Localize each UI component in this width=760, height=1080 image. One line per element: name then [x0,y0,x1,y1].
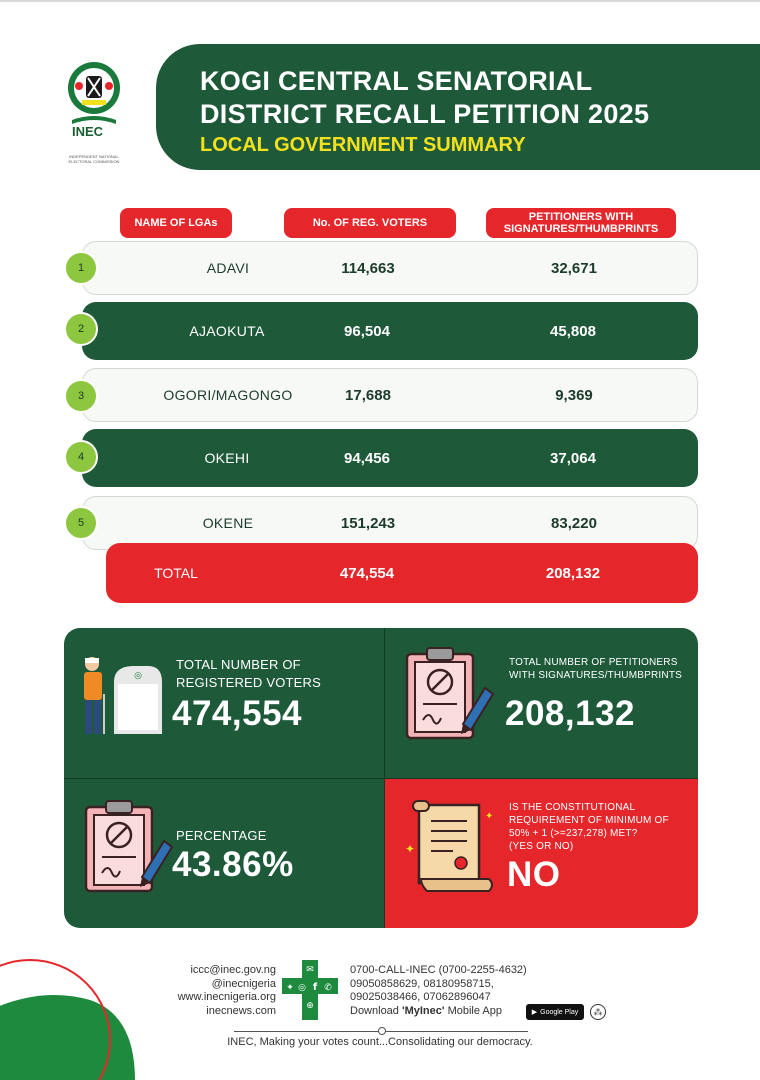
title-line-1: KOGI CENTRAL SENATORIAL [200,66,593,96]
lga-name: OKEHI [204,450,250,466]
play-icon: ▶ [531,1009,538,1016]
footer-phones-2: 09025038466, 07062896047 [350,991,491,1003]
svg-text:✦: ✦ [405,842,416,856]
table-row [82,302,698,360]
table-row [82,496,698,550]
summary-panel [64,628,698,928]
lga-name: ADAVI [206,260,250,276]
total-voters-value: 474,554 [339,564,395,582]
row-number-badge: 5 [64,506,98,540]
table-row [82,429,698,487]
registered-voters-value: 474,554 [172,694,303,733]
coat-of-arms-icon [58,58,130,128]
footer-news[interactable]: inecnews.com [206,1004,276,1017]
petitioners-value: 83,220 [551,514,597,532]
footer-handle[interactable]: @inecnigeria [211,977,276,990]
total-petitioners-value: 208,132 [545,564,601,582]
column-header-petitioners: PETITIONERS WITH SIGNATURES/THUMBPRINTS [486,208,676,238]
logo-subtext: INDEPENDENT NATIONAL ELECTORAL COMMISSION [68,154,120,164]
footer-phones-1: 09050858629, 08180958715, [350,977,494,990]
registered-voters-label-2: REGISTERED VOTERS [176,675,321,690]
petitioners-value: 37,064 [550,449,596,467]
reg-voters-value: 114,663 [341,259,395,277]
row-number-badge: 1 [64,251,98,285]
reg-voters-value: 94,456 [344,449,390,467]
footer-website[interactable]: www.inecnigeria.org [177,991,276,1003]
panel-divider-vertical [384,628,385,928]
requirement-label-2: REQUIREMENT OF MINIMUM OF [509,815,669,826]
petitioners-label-1: TOTAL NUMBER OF PETITIONERS [509,657,678,668]
title-line-2: DISTRICT RECALL PETITION 2025 [200,99,650,129]
svg-text:f: f [312,982,318,993]
column-header-lga: NAME OF LGAs [120,208,232,238]
reg-voters-value: 17,688 [345,386,391,404]
blackberry-icon[interactable]: ⁂ [590,1004,606,1020]
logo-text: INEC [72,124,104,139]
reg-voters-value: 96,504 [344,322,390,340]
lga-name: OKENE [202,515,254,531]
table-row [82,368,698,422]
google-play-label: Google Play [540,1008,579,1016]
footer-divider-dot [378,1027,386,1035]
percentage-value: 43.86% [172,845,294,884]
footer-hotline[interactable]: 0700-CALL-INEC (0700-2255-4632) [350,964,527,976]
svg-text:◎: ◎ [298,983,306,993]
petitioners-label-2: WITH SIGNATURES/THUMBPRINTS [509,670,682,681]
subtitle: LOCAL GOVERNMENT SUMMARY [200,134,526,156]
footer-contacts [140,964,276,1018]
svg-text:✦: ✦ [485,811,494,822]
total-row [106,543,698,603]
registered-voters-label-1: TOTAL NUMBER OF [176,657,301,672]
lga-name: OGORI/MAGONGO [163,387,293,403]
voter-ballot-box-icon [78,654,168,740]
top-border [0,0,760,2]
requirement-label-3: 50% + 1 (>=237,278) MET? [509,828,638,839]
reg-voters-value: 151,243 [340,514,396,532]
percentage-label: PERCENTAGE [176,828,267,843]
header-banner [156,44,760,170]
petitioners-value: 45,808 [550,322,596,340]
footer-slogan: INEC, Making your votes count...Consolidating our democracy. [227,1036,533,1048]
scroll-document-icon [401,799,501,895]
requirement-label-4: (YES OR NO) [509,841,574,852]
petitioners-value: 208,132 [505,694,636,733]
petitioners-value: 9,369 [555,386,593,404]
petitioners-card [385,628,698,778]
panel-divider-horizontal [64,778,698,779]
download-prefix: Download [350,1004,402,1017]
table-row [82,241,698,295]
decorative-swoosh [0,950,140,1080]
download-suffix: Mobile App [444,1004,502,1017]
requirement-label-1: IS THE CONSTITUTIONAL [509,802,636,813]
footer-email[interactable]: iccc@inec.gov.ng [190,964,276,976]
lga-name: AJAOKUTA [189,323,265,339]
percentage-card [64,779,384,928]
column-header-voters: No. OF REG. VOTERS [284,208,456,238]
requirement-value: NO [507,855,561,894]
google-play-badge[interactable] [526,1004,584,1020]
row-number-badge: 4 [64,440,98,474]
inec-logo [58,58,130,168]
svg-text:✦: ✦ [286,983,294,993]
row-number-badge: 3 [64,379,98,413]
clipboard-petition-icon [403,646,495,742]
svg-text:✆: ✆ [324,983,332,993]
requirement-card [385,779,698,928]
svg-text:✉: ✉ [306,965,314,975]
social-media-cross-icon [282,960,338,1020]
svg-text:◎: ◎ [134,671,142,681]
registered-voters-card [64,628,384,778]
row-number-badge: 2 [64,312,98,346]
svg-text:⊕: ⊕ [306,1001,314,1011]
petitioners-value: 32,671 [551,259,597,277]
total-label: TOTAL [154,565,198,581]
clipboard-percentage-icon [82,799,174,895]
app-name: 'MyInec' [401,1004,445,1017]
